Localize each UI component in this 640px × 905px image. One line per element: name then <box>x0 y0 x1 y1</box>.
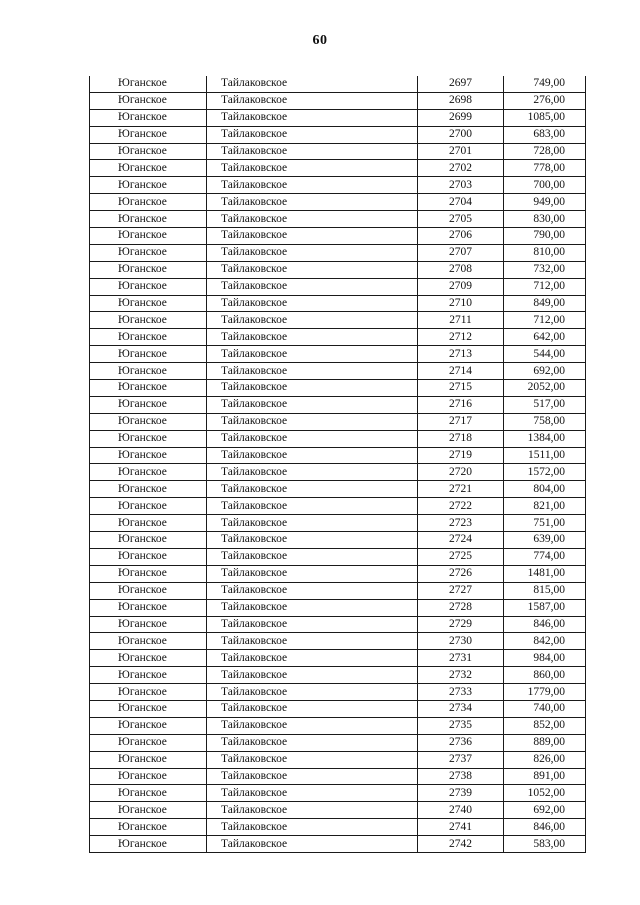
table-row <box>90 836 586 853</box>
value-cell: 846,00 <box>504 616 586 633</box>
field-name-cell: Юганское <box>90 380 207 397</box>
value-cell: 1052,00 <box>504 785 586 802</box>
lot-number-cell: 2701 <box>418 143 504 160</box>
field-name-cell: Юганское <box>90 92 207 109</box>
lot-number-cell: 2721 <box>418 481 504 498</box>
lot-number-cell: 2698 <box>418 92 504 109</box>
field-name-cell: Юганское <box>90 177 207 194</box>
table-row <box>90 211 586 228</box>
lot-number-cell: 2723 <box>418 515 504 532</box>
table-row <box>90 396 586 413</box>
value-cell: 891,00 <box>504 768 586 785</box>
table-row <box>90 819 586 836</box>
table-row <box>90 498 586 515</box>
area-name-cell: Тайлаковское <box>207 633 418 650</box>
lot-number-cell: 2724 <box>418 532 504 549</box>
value-cell: 810,00 <box>504 244 586 261</box>
lot-number-cell: 2739 <box>418 785 504 802</box>
area-name-cell: Тайлаковское <box>207 751 418 768</box>
table-row <box>90 363 586 380</box>
field-name-cell: Юганское <box>90 548 207 565</box>
field-name-cell: Юганское <box>90 633 207 650</box>
lot-number-cell: 2714 <box>418 363 504 380</box>
lot-number-cell: 2729 <box>418 616 504 633</box>
value-cell: 1511,00 <box>504 447 586 464</box>
area-name-cell: Тайлаковское <box>207 244 418 261</box>
value-cell: 583,00 <box>504 836 586 853</box>
table-row <box>90 802 586 819</box>
value-cell: 639,00 <box>504 532 586 549</box>
field-name-cell: Юганское <box>90 346 207 363</box>
value-cell: 2052,00 <box>504 380 586 397</box>
table-row <box>90 109 586 126</box>
value-cell: 712,00 <box>504 278 586 295</box>
area-name-cell: Тайлаковское <box>207 650 418 667</box>
table-row <box>90 447 586 464</box>
table-row <box>90 785 586 802</box>
lot-number-cell: 2709 <box>418 278 504 295</box>
area-name-cell: Тайлаковское <box>207 616 418 633</box>
value-cell: 815,00 <box>504 582 586 599</box>
area-name-cell: Тайлаковское <box>207 194 418 211</box>
table-row <box>90 346 586 363</box>
lot-number-cell: 2732 <box>418 667 504 684</box>
table-row <box>90 380 586 397</box>
page-number: 60 <box>312 33 328 48</box>
value-cell: 728,00 <box>504 143 586 160</box>
field-name-cell: Юганское <box>90 160 207 177</box>
lot-number-cell: 2733 <box>418 684 504 701</box>
table-row <box>90 261 586 278</box>
table-row <box>90 278 586 295</box>
lot-number-cell: 2738 <box>418 768 504 785</box>
value-cell: 889,00 <box>504 734 586 751</box>
table-row <box>90 515 586 532</box>
value-cell: 790,00 <box>504 228 586 245</box>
field-name-cell: Юганское <box>90 329 207 346</box>
value-cell: 751,00 <box>504 515 586 532</box>
lot-number-cell: 2697 <box>418 76 504 92</box>
field-name-cell: Юганское <box>90 599 207 616</box>
lot-number-cell: 2710 <box>418 295 504 312</box>
area-name-cell: Тайлаковское <box>207 447 418 464</box>
lot-number-cell: 2717 <box>418 413 504 430</box>
area-name-cell: Тайлаковское <box>207 312 418 329</box>
lot-number-cell: 2736 <box>418 734 504 751</box>
value-cell: 683,00 <box>504 126 586 143</box>
field-name-cell: Юганское <box>90 836 207 853</box>
lot-number-cell: 2730 <box>418 633 504 650</box>
field-name-cell: Юганское <box>90 734 207 751</box>
value-cell: 1572,00 <box>504 464 586 481</box>
value-cell: 1085,00 <box>504 109 586 126</box>
field-name-cell: Юганское <box>90 768 207 785</box>
field-name-cell: Юганское <box>90 700 207 717</box>
table-row <box>90 312 586 329</box>
area-name-cell: Тайлаковское <box>207 430 418 447</box>
value-cell: 712,00 <box>504 312 586 329</box>
value-cell: 778,00 <box>504 160 586 177</box>
field-name-cell: Юганское <box>90 211 207 228</box>
area-name-cell: Тайлаковское <box>207 700 418 717</box>
table-row <box>90 532 586 549</box>
table-row <box>90 464 586 481</box>
field-name-cell: Юганское <box>90 194 207 211</box>
table-row <box>90 244 586 261</box>
value-cell: 517,00 <box>504 396 586 413</box>
area-name-cell: Тайлаковское <box>207 802 418 819</box>
field-name-cell: Юганское <box>90 363 207 380</box>
field-name-cell: Юганское <box>90 312 207 329</box>
lot-number-cell: 2715 <box>418 380 504 397</box>
area-name-cell: Тайлаковское <box>207 836 418 853</box>
lot-number-cell: 2722 <box>418 498 504 515</box>
table-row <box>90 295 586 312</box>
field-name-cell: Юганское <box>90 430 207 447</box>
table-row <box>90 177 586 194</box>
value-cell: 826,00 <box>504 751 586 768</box>
table-row <box>90 143 586 160</box>
table-row <box>90 582 586 599</box>
area-name-cell: Тайлаковское <box>207 532 418 549</box>
area-name-cell: Тайлаковское <box>207 92 418 109</box>
table-row <box>90 481 586 498</box>
field-name-cell: Юганское <box>90 126 207 143</box>
lot-number-cell: 2725 <box>418 548 504 565</box>
lot-number-cell: 2708 <box>418 261 504 278</box>
lot-number-cell: 2699 <box>418 109 504 126</box>
area-name-cell: Тайлаковское <box>207 717 418 734</box>
area-name-cell: Тайлаковское <box>207 295 418 312</box>
area-name-cell: Тайлаковское <box>207 548 418 565</box>
field-name-cell: Юганское <box>90 684 207 701</box>
lot-number-cell: 2702 <box>418 160 504 177</box>
field-name-cell: Юганское <box>90 565 207 582</box>
field-name-cell: Юганское <box>90 532 207 549</box>
registry-table <box>89 76 586 853</box>
lot-number-cell: 2741 <box>418 819 504 836</box>
field-name-cell: Юганское <box>90 751 207 768</box>
table-row <box>90 160 586 177</box>
value-cell: 1384,00 <box>504 430 586 447</box>
lot-number-cell: 2728 <box>418 599 504 616</box>
area-name-cell: Тайлаковское <box>207 380 418 397</box>
lot-number-cell: 2737 <box>418 751 504 768</box>
field-name-cell: Юганское <box>90 109 207 126</box>
value-cell: 700,00 <box>504 177 586 194</box>
lot-number-cell: 2731 <box>418 650 504 667</box>
registry-table-body <box>90 76 586 852</box>
table-row <box>90 768 586 785</box>
table-row <box>90 194 586 211</box>
area-name-cell: Тайлаковское <box>207 481 418 498</box>
value-cell: 821,00 <box>504 498 586 515</box>
area-name-cell: Тайлаковское <box>207 278 418 295</box>
lot-number-cell: 2705 <box>418 211 504 228</box>
field-name-cell: Юганское <box>90 244 207 261</box>
lot-number-cell: 2719 <box>418 447 504 464</box>
value-cell: 842,00 <box>504 633 586 650</box>
field-name-cell: Юганское <box>90 515 207 532</box>
field-name-cell: Юганское <box>90 667 207 684</box>
lot-number-cell: 2706 <box>418 228 504 245</box>
area-name-cell: Тайлаковское <box>207 413 418 430</box>
table-row <box>90 92 586 109</box>
area-name-cell: Тайлаковское <box>207 396 418 413</box>
lot-number-cell: 2718 <box>418 430 504 447</box>
lot-number-cell: 2700 <box>418 126 504 143</box>
area-name-cell: Тайлаковское <box>207 126 418 143</box>
table-row <box>90 734 586 751</box>
table-row <box>90 329 586 346</box>
lot-number-cell: 2720 <box>418 464 504 481</box>
lot-number-cell: 2742 <box>418 836 504 853</box>
value-cell: 984,00 <box>504 650 586 667</box>
lot-number-cell: 2711 <box>418 312 504 329</box>
lot-number-cell: 2734 <box>418 700 504 717</box>
area-name-cell: Тайлаковское <box>207 329 418 346</box>
lot-number-cell: 2712 <box>418 329 504 346</box>
field-name-cell: Юганское <box>90 481 207 498</box>
field-name-cell: Юганское <box>90 582 207 599</box>
table-row <box>90 616 586 633</box>
field-name-cell: Юганское <box>90 464 207 481</box>
table-row <box>90 650 586 667</box>
value-cell: 749,00 <box>504 76 586 92</box>
value-cell: 846,00 <box>504 819 586 836</box>
table-row <box>90 565 586 582</box>
lot-number-cell: 2727 <box>418 582 504 599</box>
value-cell: 692,00 <box>504 802 586 819</box>
field-name-cell: Юганское <box>90 819 207 836</box>
table-row <box>90 684 586 701</box>
area-name-cell: Тайлаковское <box>207 109 418 126</box>
field-name-cell: Юганское <box>90 228 207 245</box>
area-name-cell: Тайлаковское <box>207 211 418 228</box>
field-name-cell: Юганское <box>90 650 207 667</box>
lot-number-cell: 2704 <box>418 194 504 211</box>
value-cell: 276,00 <box>504 92 586 109</box>
value-cell: 852,00 <box>504 717 586 734</box>
table-row <box>90 667 586 684</box>
lot-number-cell: 2735 <box>418 717 504 734</box>
value-cell: 740,00 <box>504 700 586 717</box>
value-cell: 804,00 <box>504 481 586 498</box>
area-name-cell: Тайлаковское <box>207 76 418 92</box>
field-name-cell: Юганское <box>90 261 207 278</box>
area-name-cell: Тайлаковское <box>207 684 418 701</box>
table-row <box>90 633 586 650</box>
value-cell: 860,00 <box>504 667 586 684</box>
value-cell: 1779,00 <box>504 684 586 701</box>
table-row <box>90 228 586 245</box>
lot-number-cell: 2740 <box>418 802 504 819</box>
lot-number-cell: 2726 <box>418 565 504 582</box>
field-name-cell: Юганское <box>90 802 207 819</box>
field-name-cell: Юганское <box>90 785 207 802</box>
area-name-cell: Тайлаковское <box>207 667 418 684</box>
table-row <box>90 548 586 565</box>
field-name-cell: Юганское <box>90 76 207 92</box>
lot-number-cell: 2716 <box>418 396 504 413</box>
table-row <box>90 599 586 616</box>
value-cell: 692,00 <box>504 363 586 380</box>
value-cell: 732,00 <box>504 261 586 278</box>
table-row <box>90 413 586 430</box>
value-cell: 830,00 <box>504 211 586 228</box>
lot-number-cell: 2713 <box>418 346 504 363</box>
value-cell: 1481,00 <box>504 565 586 582</box>
area-name-cell: Тайлаковское <box>207 160 418 177</box>
area-name-cell: Тайлаковское <box>207 819 418 836</box>
area-name-cell: Тайлаковское <box>207 734 418 751</box>
area-name-cell: Тайлаковское <box>207 599 418 616</box>
table-row <box>90 430 586 447</box>
table-row <box>90 751 586 768</box>
field-name-cell: Юганское <box>90 143 207 160</box>
value-cell: 758,00 <box>504 413 586 430</box>
area-name-cell: Тайлаковское <box>207 565 418 582</box>
value-cell: 642,00 <box>504 329 586 346</box>
area-name-cell: Тайлаковское <box>207 515 418 532</box>
area-name-cell: Тайлаковское <box>207 464 418 481</box>
area-name-cell: Тайлаковское <box>207 785 418 802</box>
area-name-cell: Тайлаковское <box>207 228 418 245</box>
field-name-cell: Юганское <box>90 278 207 295</box>
field-name-cell: Юганское <box>90 616 207 633</box>
field-name-cell: Юганское <box>90 396 207 413</box>
field-name-cell: Юганское <box>90 498 207 515</box>
lot-number-cell: 2707 <box>418 244 504 261</box>
table-row <box>90 76 586 92</box>
area-name-cell: Тайлаковское <box>207 582 418 599</box>
field-name-cell: Юганское <box>90 413 207 430</box>
area-name-cell: Тайлаковское <box>207 261 418 278</box>
value-cell: 544,00 <box>504 346 586 363</box>
area-name-cell: Тайлаковское <box>207 346 418 363</box>
area-name-cell: Тайлаковское <box>207 177 418 194</box>
table-row <box>90 717 586 734</box>
field-name-cell: Юганское <box>90 295 207 312</box>
table-row <box>90 126 586 143</box>
table-row <box>90 700 586 717</box>
lot-number-cell: 2703 <box>418 177 504 194</box>
value-cell: 949,00 <box>504 194 586 211</box>
value-cell: 1587,00 <box>504 599 586 616</box>
area-name-cell: Тайлаковское <box>207 498 418 515</box>
field-name-cell: Юганское <box>90 447 207 464</box>
value-cell: 849,00 <box>504 295 586 312</box>
value-cell: 774,00 <box>504 548 586 565</box>
area-name-cell: Тайлаковское <box>207 768 418 785</box>
area-name-cell: Тайлаковское <box>207 363 418 380</box>
area-name-cell: Тайлаковское <box>207 143 418 160</box>
field-name-cell: Юганское <box>90 717 207 734</box>
